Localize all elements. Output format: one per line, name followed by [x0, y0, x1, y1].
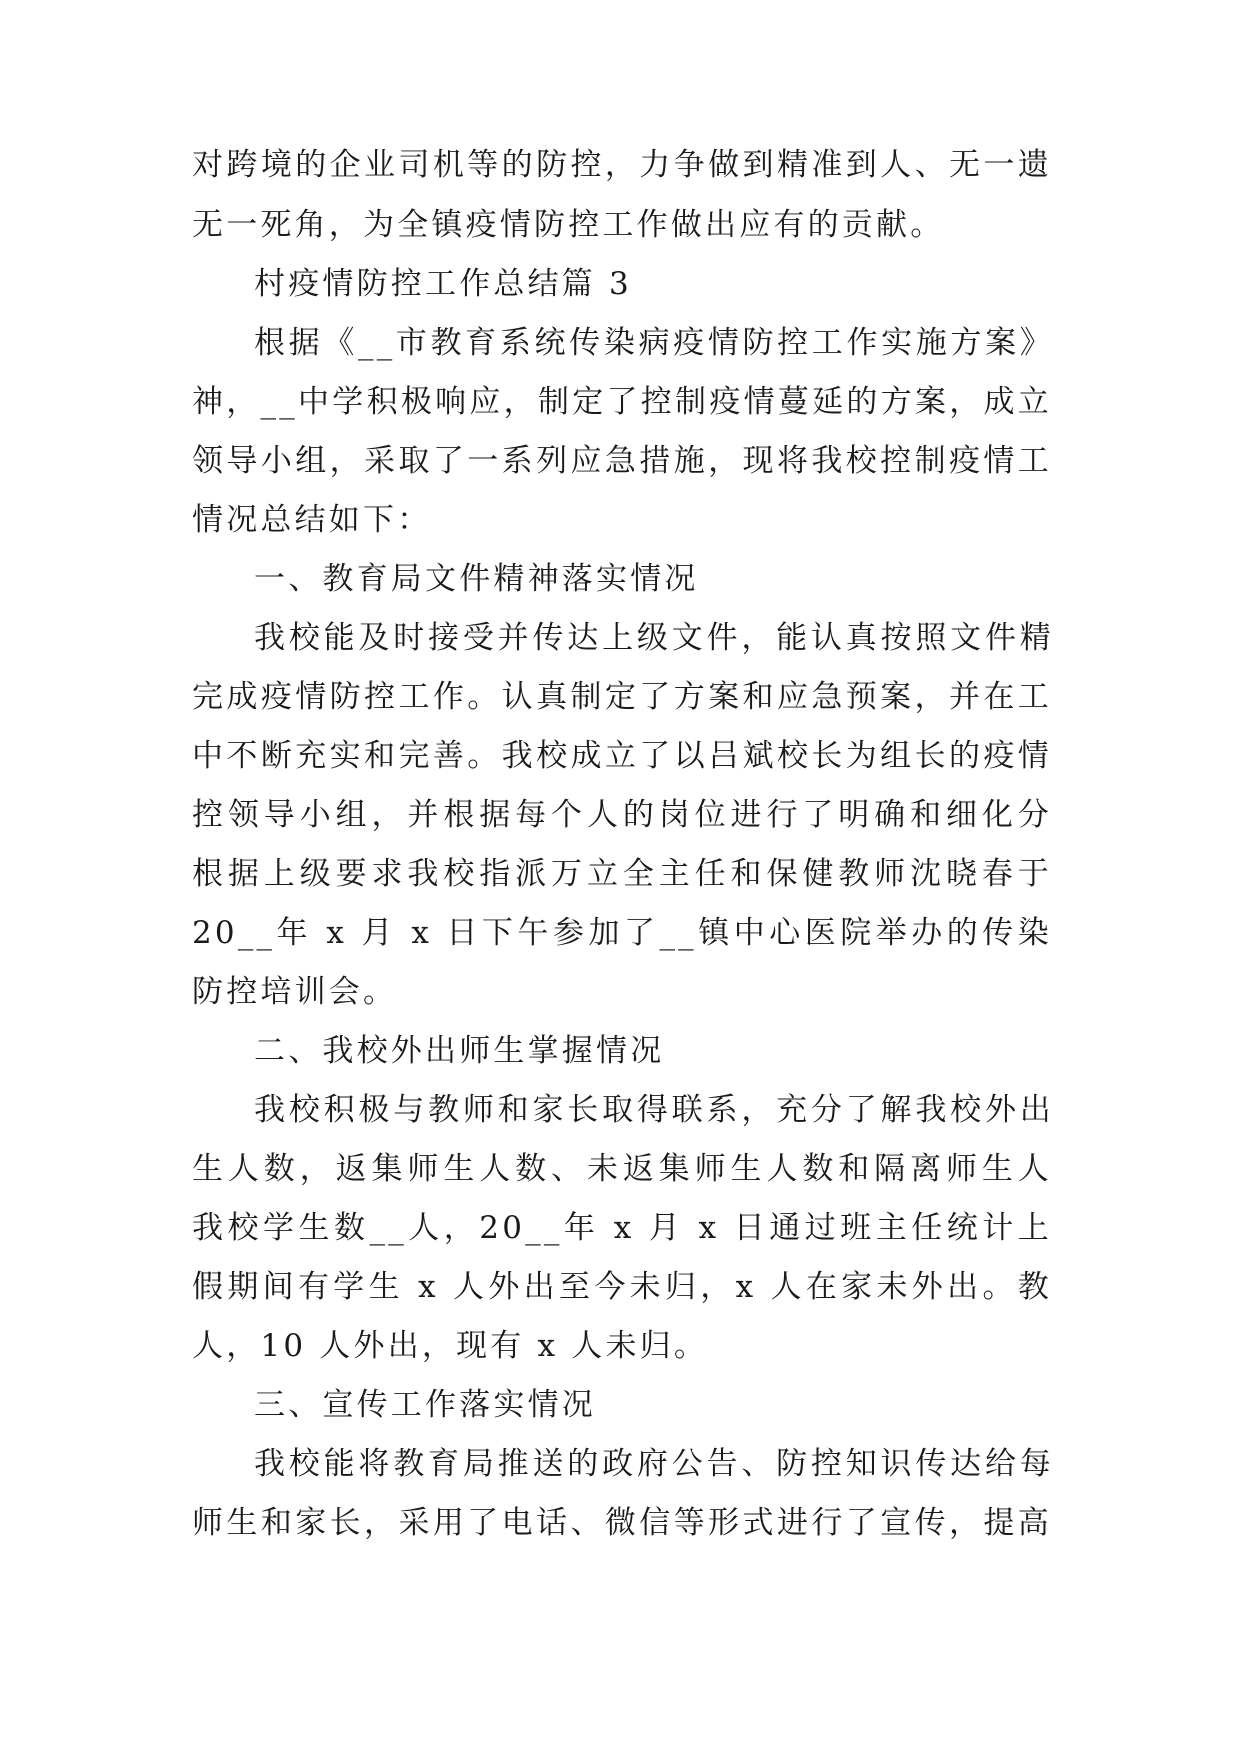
- text-line: 防控培训会。: [192, 974, 398, 1010]
- text-line: 完成疫情防控工作。认真制定了方案和应急预案，并在工: [192, 679, 1052, 715]
- text-line: 根据《__市教育系统传染病疫情防控工作实施方案》: [254, 325, 1054, 361]
- text-line: 神，__中学积极响应，制定了控制疫情蔓延的方案，成立: [192, 384, 1052, 420]
- text-line: 我校积极与教师和家长取得联系，充分了解我校外出: [254, 1092, 1054, 1128]
- section-heading: 一、教育局文件精神落实情况: [254, 561, 699, 597]
- text-line: 控领导小组，并根据每个人的岗位进行了明确和细化分: [192, 797, 1052, 833]
- text-line: 师生和家长，采用了电话、微信等形式进行了宣传，提高: [192, 1505, 1052, 1541]
- text-line: 情况总结如下：: [192, 502, 432, 538]
- section-heading: 村疫情防控工作总结篇 3: [254, 266, 632, 302]
- text-line: 对跨境的企业司机等的防控，力争做到精准到人、无一遗: [192, 147, 1052, 183]
- text-line: 人，10 人外出，现有 x 人未归。: [192, 1328, 709, 1364]
- text-line: 中不断充实和完善。我校成立了以吕斌校长为组长的疫情: [192, 738, 1052, 774]
- text-line: 20__年 x 月 x 日下午参加了__镇中心医院举办的传染: [192, 915, 1052, 951]
- text-line: 假期间有学生 x 人外出至今未归，x 人在家未外出。教: [192, 1269, 1052, 1305]
- text-line: 领导小组，采取了一系列应急措施，现将我校控制疫情工: [192, 443, 1052, 479]
- text-line: 无一死角，为全镇疫情防控工作做出应有的贡献。: [192, 207, 945, 243]
- section-heading: 二、我校外出师生掌握情况: [254, 1033, 665, 1069]
- text-line: 我校能及时接受并传达上级文件，能认真按照文件精: [254, 620, 1054, 656]
- text-line: 生人数，返集师生人数、未返集师生人数和隔离师生人: [192, 1151, 1052, 1187]
- text-line: 我校学生数__人，20__年 x 月 x 日通过班主任统计上: [192, 1210, 1052, 1246]
- section-heading: 三、宣传工作落实情况: [254, 1387, 596, 1423]
- text-line: 我校能将教育局推送的政府公告、防控知识传达给每: [254, 1446, 1054, 1482]
- text-line: 根据上级要求我校指派万立全主任和保健教师沈晓春于: [192, 856, 1052, 892]
